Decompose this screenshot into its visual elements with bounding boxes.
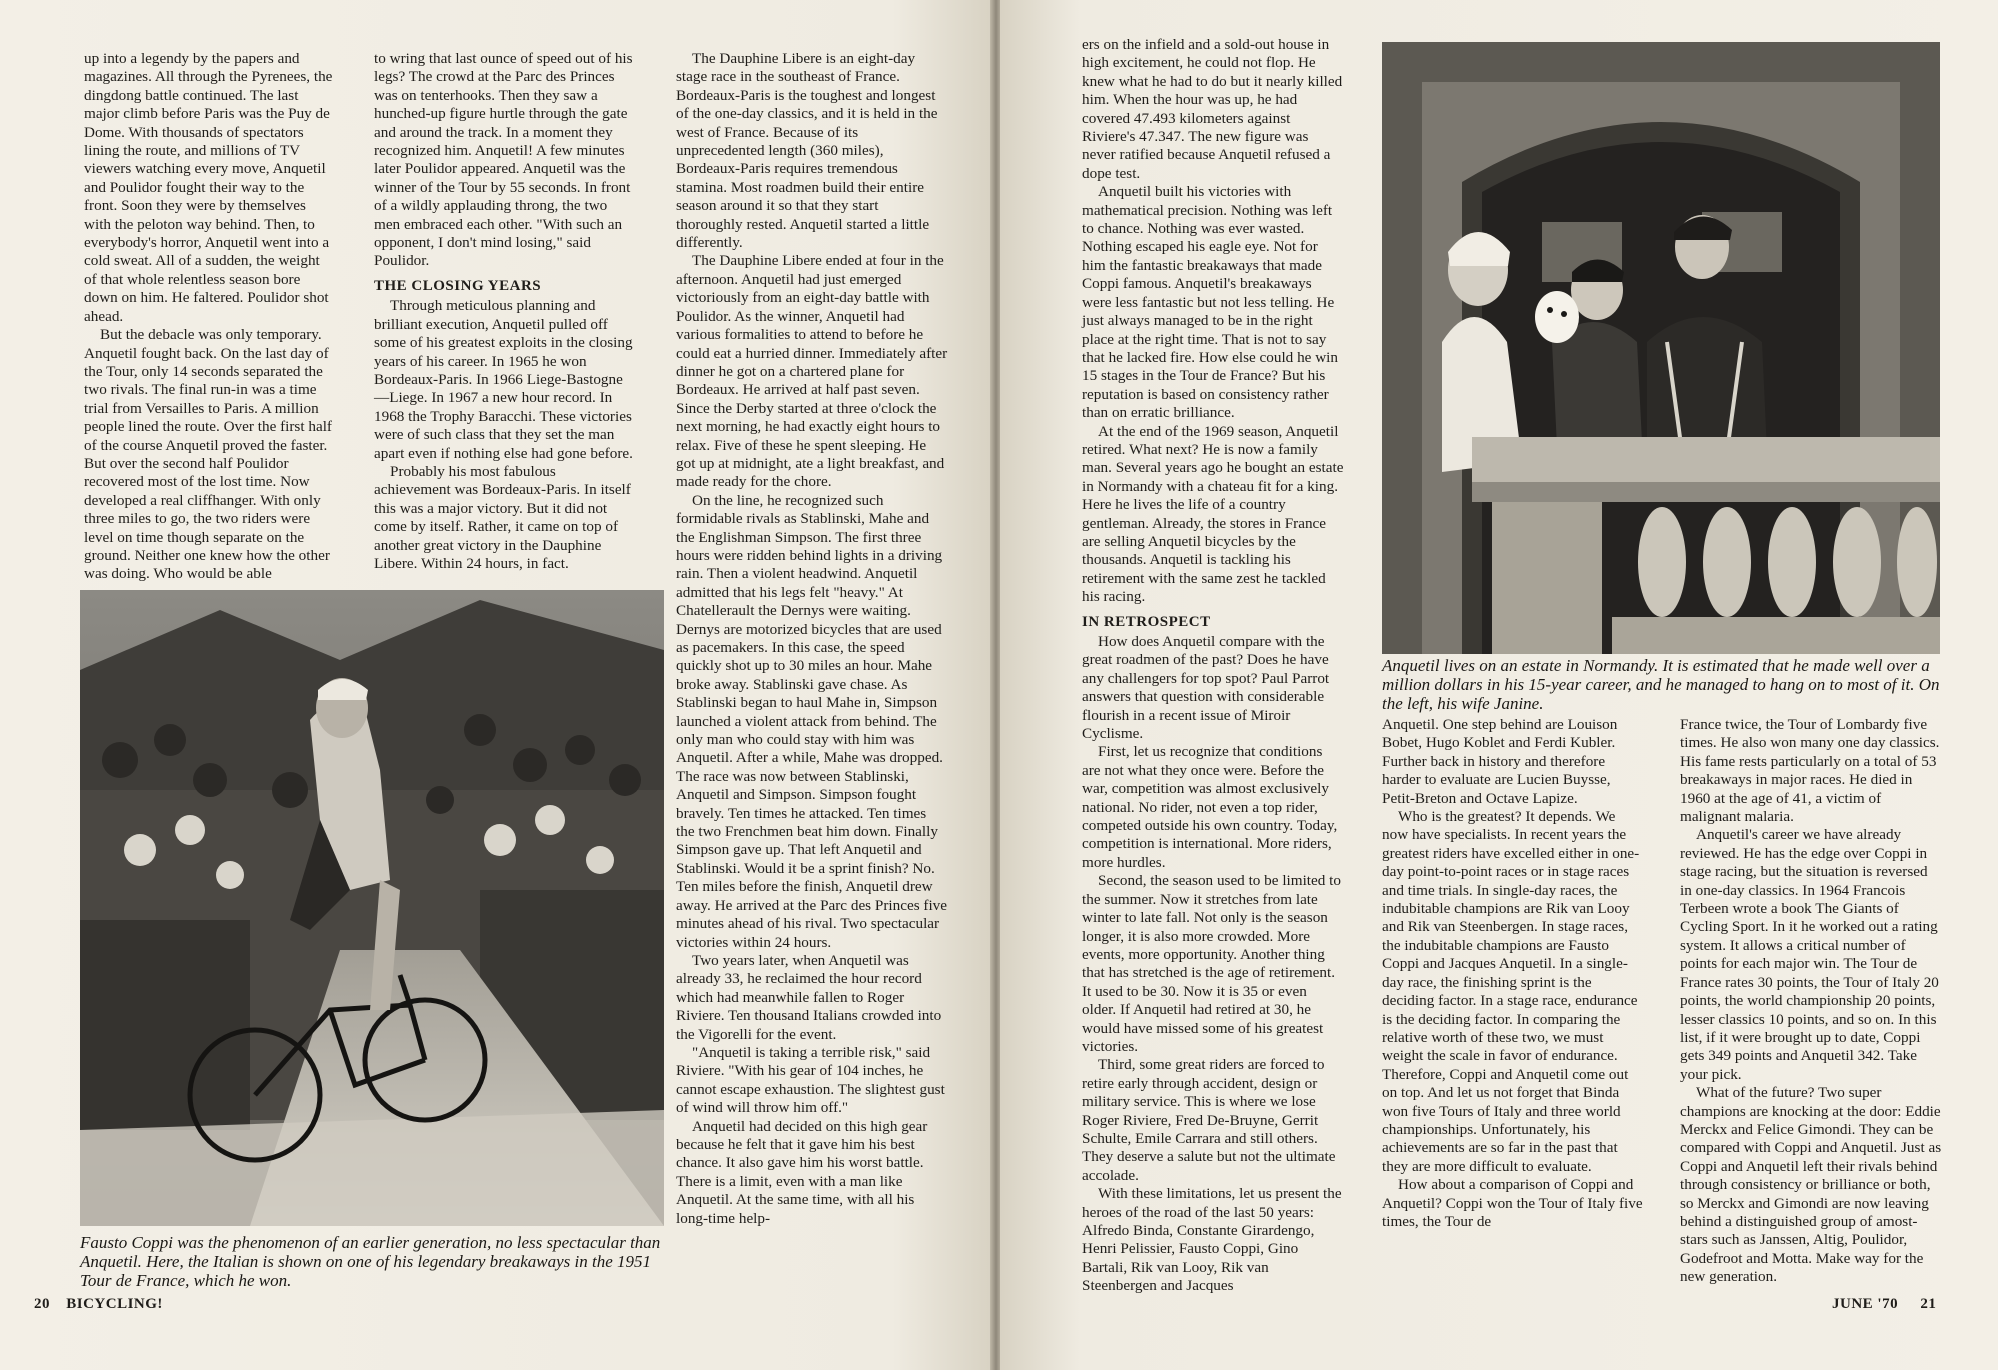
- paragraph: With these limitations, let us present the heroes of the road of the last 50 years: Alfredo Binda, Constante Girardengo, Henri Pelissier, Fausto Coppi, Gino Bartali, Rik van Looy, Rik van Steenbergen and Jacques: [1082, 1185, 1342, 1295]
- paragraph: Through meticulous planning and brilliant execution, Anquetil pulled off some of his greatest exploits in the closing years of his career. In 1965 he won Bordeaux-Paris. In 1966 Liege-Bastogne—Liege. In 1967 a new hour record. In 1968 the Trophy Baracchi. These victories were of such class that they set the man apart even if nothing else had gone before.: [374, 297, 633, 462]
- paragraph: On the line, he recognized such formidable rivals as Stablinski, Mahe and the Englishman Simpson. The first three hours were ridden behind lights in a driving rain. Then a violent headwind. Anquetil admitted that his legs felt "heavy." At Chatellerault the Dernys were waiting. Dernys are motorized bicycles that are used as pacemakers. In this case, the speed quickly shot up to 30 miles an hour. Mahe broke away. Stablinski gave chase. As Stablinski began to haul Mahe in, Simpson launched a violent attack from behind. The only man who could stay with him was Anquetil. After a while, Mahe was dropped. The race was now between Stablinski, Anquetil and Simpson. Simpson fought bravely. Ten times he attacked. Ten times the two Frenchmen beat him down. Finally Simpson gave up. That left Anquetil and Stablinski. Would it be a sprint finish? No. Ten miles before the finish, Anquetil drew away. He arrived at the Parc des Princes five minutes ahead of his rival. Two spectacular victories within 24 hours.: [676, 491, 948, 951]
- paragraph: Anquetil. One step behind are Louison Bobet, Hugo Koblet and Ferdi Kubler. Further back in history and therefore harder to evaluate are Lucien Buysse, Petit-Breton and Octave Lapize.: [1382, 716, 1618, 807]
- page-folio-left: [34, 1296, 163, 1313]
- cyclist-photo-illustration: [80, 590, 664, 1226]
- paragraph: Second, the season used to be limited to the summer. Now it stretches from late winter to late fall. Not only is the season longer, it is also more crowded. More events, more opportunity. Another thing that has stretched is the age of retirement. It used to be 30. Now it is 35 or even older. If Anquetil had retired at 30, he would have missed some of his greatest victories.: [1082, 872, 1341, 1055]
- right-column-1: [1082, 36, 1344, 1295]
- paragraph: First, let us recognize that conditions are not what they once were. Before the war, competition was almost exclusively national. No rider, not even a top rider, competed outside his own country. Today, competition is international. More riders, more hurdles.: [1082, 743, 1338, 871]
- left-column-2: [374, 50, 636, 582]
- left-column-3: [676, 50, 948, 1340]
- magazine-title: BICYCLING!: [66, 1296, 163, 1312]
- paragraph: Probably his most fabulous achievement was Bordeaux-Paris. In itself this was a major victory. But it did not come by itself. Rather, it came on top of another great victory in the Dauphine Libere. Within 24 hours, in fact.: [374, 462, 631, 572]
- paragraph: Two years later, when Anquetil was already 33, he reclaimed the hour record which had meanwhile fallen to Roger Riviere. Ten thousand Italians crowded into the Vigorelli for the event.: [676, 951, 942, 1043]
- page-number: 20: [34, 1296, 50, 1312]
- section-heading: IN RETROSPECT: [1082, 613, 1211, 630]
- paragraph: Third, some great riders are forced to retire early through accident, design or military service. This is where we lose Roger Riviere, Fred De-Bruyne, Gerrit Schulte, Emile Carrara and still others. They deserve a salute but not the ultimate accolade.: [1082, 1056, 1336, 1184]
- left-column-1: [84, 50, 334, 582]
- paragraph: The Dauphine Libere is an eight-day stage race in the southeast of France. Bordeaux-Paris is the toughest and longest of the one-day classics, and it is held in the west of France. Because of its unprecedented length (360 miles), Bordeaux-Paris requires tremendous stamina. Most roadmen build their entire season around it so that they start thoroughly rested. Anquetil started a little differently.: [676, 50, 938, 252]
- right-column-3: [1680, 716, 1942, 1286]
- coppi-photo: [80, 590, 664, 1226]
- paragraph: How about a comparison of Coppi and Anquetil? Coppi won the Tour of Italy five times, the Tour de: [1382, 1176, 1643, 1230]
- paragraph: ers on the infield and a sold-out house in high excitement, he could not flop. He knew what he had to do but it nearly killed him. When the hour was up, he had covered 47.493 kilometers against Riviere's 47.347. The new figure was never ratified because Anquetil refused a dope test.: [1082, 36, 1343, 182]
- page-number: 21: [1920, 1296, 1937, 1312]
- paragraph: At the end of the 1969 season, Anquetil retired. What next? He is now a family man. Several years ago he bought an estate in Normandy with a chateau fit for a king. Here he lives the life of a country gentleman. Already, the stores in France are selling Anquetil bicycles by the thousands. Anquetil is tackling his retirement with the same zest he tackled his racing.: [1082, 422, 1344, 606]
- paragraph: to wring that last ounce of speed out of his legs? The crowd at the Parc des Princes was on tenterhooks. Then they saw a hunched-up figure hurtle through the gate and around the track. In a moment they recognized him. Anquetil! A few minutes later Poulidor appeared. Anquetil was the winner of the Tour by 55 seconds. In front of a wildly applauding throng, the two men embraced each other. "With such an opponent, I don't mind losing," said Poulidor.: [374, 50, 633, 270]
- right-column-2: [1382, 716, 1644, 1276]
- coppi-photo-caption: Fausto Coppi was the phenomenon of an earlier generation, no less spectacular than Anquetil. Here, the Italian is shown on one of his legendary breakaways in the 1951 Tour de France, which he won.: [80, 1233, 661, 1290]
- paragraph: Anquetil's career we have already reviewed. He has the edge over Coppi in stage racing, but the situation is reversed in one-day classics. In 1964 Francois Terbeen wrote a book The Giants of Cycling Sport. In it he worked out a rating system. It allows a critical number of points for each major win. The Tour de France rates 30 points, the Tour of Italy 20 points, the world championship 20 points, lesser classics 10 points, and so on. In this list, if it were brought up to date, Coppi gets 349 points and Anquetil 342. Take your pick.: [1680, 826, 1939, 1083]
- paragraph: How does Anquetil compare with the great roadmen of the past? Does he have any challengers for top spot? Paul Parrot answers that question with considerable flourish in a recent issue of Miroir Cyclisme.: [1082, 633, 1330, 743]
- section-heading: THE CLOSING YEARS: [374, 277, 542, 294]
- left-page: [0, 0, 992, 1370]
- page-folio-right: [1832, 1296, 1936, 1313]
- paragraph: "Anquetil is taking a terrible risk," said Riviere. "With his gear of 104 inches, he cannot escape exhaustion. The slightest gust of wind will throw him off.": [676, 1043, 945, 1117]
- family-balcony-photo-illustration: [1382, 42, 1940, 654]
- paragraph: Anquetil built his victories with mathematical precision. Nothing was left to chance. Nothing was ever wasted. Nothing escaped his eagle eye. Not for him the fantastic breakaways that made Coppi famous. Anquetil's breakaways were less fantastic but not less telling. He just always managed to be in the right place at the right time. That is not to say that he lacked fire. How else could he win 15 stages in the Tour de France? But his reputation is based on consistency rather than on erratic brilliance.: [1082, 183, 1338, 422]
- paragraph: Anquetil had decided on this high gear because he felt that it gave him his best chance. It also gave him his worst battle. There is a limit, even with a man like Anquetil. At the same time, with all his long-time help-: [676, 1117, 928, 1227]
- paragraph: But the debacle was only temporary. Anquetil fought back. On the last day of the Tour, only 14 seconds separated the two rivals. The final run-in was a time trial from Versailles to Paris. A million people lined the route. Over the first half of the course Anquetil proved the faster. But over the second half Poulidor recovered most of the lost time. Now developed a real cliffhanger. With only three miles to go, the two riders were level on time though separate on the ground. Neither one knew how the other was doing. Who would be able: [84, 326, 332, 583]
- anquetil-estate-photo: [1382, 42, 1940, 654]
- issue-date: JUNE '70: [1832, 1296, 1899, 1312]
- paragraph: Who is the greatest? It depends. We now have specialists. In recent years the greatest riders have excelled either in one-day point-to-point races or in stage races and time trials. In single-day races, the indubitable champions are Rik van Looy and Rik van Steenbergen. In stage races, the indubitable champions are Fausto Coppi and Jacques Anquetil. In a single-day race, the finishing sprint is the deciding factor. In a stage race, endurance is the deciding factor. In comparing the relative worth of these two, we must weight the scale in favor of endurance. Therefore, Coppi and Anquetil come out on top. And let us not forget that Binda won five Tours of Italy and three world championships. Unfortunately, his achievements are so far in the past that they are more difficult to evaluate.: [1382, 808, 1640, 1175]
- paragraph: What of the future? Two super champions are knocking at the door: Eddie Merckx and Felice Gimondi. They can be compared with Coppi and Anquetil. Just as Coppi and Anquetil left their rivals behind through consistency or brilliance or both, so Merckx and Gimondi are now leaving behind a distinguished group of amost-stars such as Janssen, Altig, Poulidor, Godefroot and Motta. Make way for the new generation.: [1680, 1084, 1942, 1286]
- anquetil-photo-caption: Anquetil lives on an estate in Normandy. It is estimated that he made well over a million dollars in his 15-year career, and he managed to hang on to most of it. On the left, his wife Janine.: [1382, 656, 1940, 713]
- right-page: [1000, 0, 1998, 1370]
- paragraph: The Dauphine Libere ended at four in the afternoon. Anquetil had just emerged victoriously from an eight-day battle with Poulidor. As the winner, Anquetil had various formalities to attend to before he could eat a hurried dinner. Immediately after dinner he got on a chartered plane for Bordeaux. He arrived at half past seven. Since the Derby started at three o'clock the next morning, he had exactly eight hours to relax. Five of these he spent sleeping. He got up at midnight, ate a light breakfast, and made ready for the chore.: [676, 252, 948, 491]
- paragraph: up into a legendy by the papers and magazines. All through the Pyrenees, the dingdong battle continued. The last major climb before Paris was the Puy de Dome. With thousands of spectators lining the route, and millions of TV viewers watching every move, Anquetil and Poulidor fought their way to the front. Soon they were by themselves with the peloton way behind. Then, to everybody's horror, Anquetil went into a cold sweat. All of a sudden, the weight of that whole relentless season bore down on him. He faltered. Poulidor shot ahead.: [84, 50, 333, 325]
- paragraph: France twice, the Tour of Lombardy five times. He also won many one day classics. His fame rests particularly on a total of 53 breakaways in major races. He died in 1960 at the age of 41, a victim of malignant malaria.: [1680, 716, 1940, 826]
